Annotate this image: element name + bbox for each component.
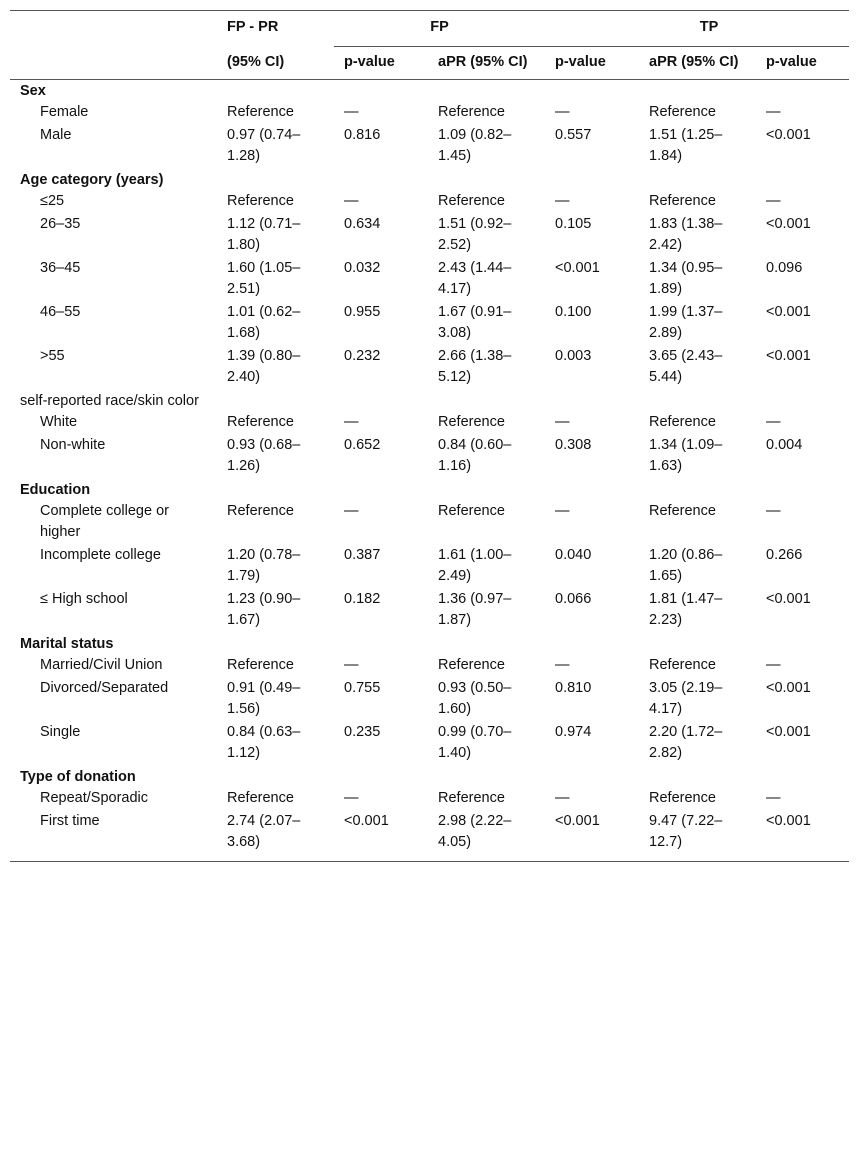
table-cell: 1.01 (0.62–1.68): [227, 304, 301, 341]
group-label: Age category (years): [20, 172, 164, 188]
table-row: [10, 435, 849, 479]
table-row: [10, 788, 849, 811]
results-table-container: [10, 10, 849, 862]
table-cell: 2.66 (1.38–5.12): [438, 348, 512, 385]
table-cell: 9.47 (7.22–12.7): [649, 813, 723, 850]
row-label: Divorced/Separated: [40, 680, 169, 696]
table-row: [10, 302, 849, 346]
table-cell: Reference: [438, 503, 505, 519]
table-cell: 0.066: [555, 591, 592, 607]
table-cell: —: [344, 414, 359, 430]
table-cell: 0.032: [344, 260, 381, 276]
table-cell: 0.266: [766, 547, 803, 563]
row-label: 46–55: [40, 304, 81, 320]
table-cell: —: [555, 657, 570, 673]
header-fp-pr: FP - PR: [227, 19, 279, 35]
table-cell: —: [555, 503, 570, 519]
table-cell: <0.001: [344, 813, 389, 829]
table-cell: Reference: [649, 657, 716, 673]
table-body: [10, 80, 849, 862]
table-cell: 1.81 (1.47–2.23): [649, 591, 723, 628]
table-cell: 0.232: [344, 348, 381, 364]
table-cell: 1.34 (0.95–1.89): [649, 260, 723, 297]
table-cell: —: [555, 193, 570, 209]
table-cell: <0.001: [766, 348, 811, 364]
table-cell: 0.634: [344, 216, 381, 232]
header-tp-pvalue: p-value: [766, 54, 817, 70]
table-cell: —: [766, 503, 781, 519]
table-cell: 3.05 (2.19–4.17): [649, 680, 723, 717]
table-cell: <0.001: [766, 304, 811, 320]
table-cell: 0.810: [555, 680, 592, 696]
header-fp: FP: [334, 11, 545, 47]
table-cell: 1.51 (1.25–1.84): [649, 127, 723, 164]
table-cell: 1.83 (1.38–2.42): [649, 216, 723, 253]
table-cell: —: [766, 657, 781, 673]
table-cell: Reference: [649, 503, 716, 519]
table-cell: Reference: [227, 104, 294, 120]
table-cell: Reference: [227, 503, 294, 519]
row-label: Single: [40, 724, 81, 740]
table-cell: —: [344, 503, 359, 519]
header-row-2: [10, 47, 849, 80]
table-cell: Reference: [227, 657, 294, 673]
table-cell: Reference: [438, 790, 505, 806]
row-label: Female: [40, 104, 89, 120]
table-cell: —: [766, 414, 781, 430]
header-fp-apr: aPR (95% CI): [438, 54, 528, 70]
table-cell: 1.36 (0.97–1.87): [438, 591, 512, 628]
table-cell: 0.93 (0.50–1.60): [438, 680, 512, 717]
header-fp-pvalue-2: p-value: [555, 54, 606, 70]
row-label: >55: [40, 348, 65, 364]
table-cell: 0.97 (0.74–1.28): [227, 127, 301, 164]
group-row: [10, 479, 849, 501]
group-label: Marital status: [20, 636, 114, 652]
table-cell: <0.001: [766, 724, 811, 740]
group-row: [10, 766, 849, 788]
group-row: [10, 169, 849, 191]
table-row: [10, 545, 849, 589]
table-cell: 1.20 (0.78–1.79): [227, 547, 301, 584]
table-cell: 0.105: [555, 216, 592, 232]
table-cell: 0.755: [344, 680, 381, 696]
table-cell: 0.652: [344, 437, 381, 453]
header-tp: TP: [545, 11, 849, 47]
header-variable: [10, 47, 217, 80]
table-cell: 0.974: [555, 724, 592, 740]
table-cell: 0.096: [766, 260, 803, 276]
group-row: [10, 633, 849, 655]
table-row: [10, 102, 849, 125]
table-cell: 1.34 (1.09–1.63): [649, 437, 723, 474]
table-cell: 1.60 (1.05–2.51): [227, 260, 301, 297]
table-cell: Reference: [649, 193, 716, 209]
header-ci: (95% CI): [227, 53, 285, 70]
table-cell: Reference: [649, 414, 716, 430]
table-cell: <0.001: [766, 680, 811, 696]
table-cell: Reference: [438, 193, 505, 209]
table-cell: 0.040: [555, 547, 592, 563]
table-cell: —: [555, 104, 570, 120]
group-label: Type of donation: [20, 769, 136, 785]
table-cell: 0.004: [766, 437, 803, 453]
row-label: 36–45: [40, 260, 81, 276]
table-cell: 0.99 (0.70–1.40): [438, 724, 512, 761]
row-label: Male: [40, 127, 72, 143]
table-cell: 1.09 (0.82–1.45): [438, 127, 512, 164]
table-cell: 0.816: [344, 127, 381, 143]
row-label: ≤ High school: [40, 591, 128, 607]
table-cell: 0.91 (0.49–1.56): [227, 680, 301, 717]
group-row: [10, 80, 849, 103]
table-cell: 0.84 (0.60–1.16): [438, 437, 512, 474]
table-cell: Reference: [649, 790, 716, 806]
table-cell: 1.67 (0.91–3.08): [438, 304, 512, 341]
table-row: [10, 678, 849, 722]
table-cell: —: [766, 104, 781, 120]
table-cell: —: [344, 193, 359, 209]
table-cell: 0.235: [344, 724, 381, 740]
table-cell: 0.387: [344, 547, 381, 563]
table-cell: 0.308: [555, 437, 592, 453]
table-row: [10, 501, 849, 545]
group-row: [10, 390, 849, 412]
table-cell: 2.43 (1.44–4.17): [438, 260, 512, 297]
table-cell: 0.93 (0.68–1.26): [227, 437, 301, 474]
table-cell: Reference: [438, 414, 505, 430]
row-label: ≤25: [40, 193, 65, 209]
table-cell: 1.61 (1.00–2.49): [438, 547, 512, 584]
table-cell: 0.182: [344, 591, 381, 607]
header-fp-pvalue: p-value: [344, 54, 395, 70]
table-cell: <0.001: [766, 216, 811, 232]
group-label: self-reported race/skin color: [20, 393, 199, 409]
row-label: Married/Civil Union: [40, 657, 163, 673]
table-row: [10, 191, 849, 214]
table-cell: —: [344, 657, 359, 673]
table-row: [10, 214, 849, 258]
table-cell: <0.001: [555, 260, 600, 276]
table-cell: <0.001: [766, 127, 811, 143]
row-label: Complete college or higher: [40, 503, 169, 540]
table-cell: Reference: [227, 790, 294, 806]
table-cell: 1.99 (1.37–2.89): [649, 304, 723, 341]
table-cell: 1.12 (0.71–1.80): [227, 216, 301, 253]
table-cell: 2.98 (2.22–4.05): [438, 813, 512, 850]
table-cell: 3.65 (2.43–5.44): [649, 348, 723, 385]
table-row: [10, 346, 849, 390]
row-label: 26–35: [40, 216, 81, 232]
table-cell: 0.84 (0.63–1.12): [227, 724, 301, 761]
table-row: [10, 589, 849, 633]
table-cell: <0.001: [555, 813, 600, 829]
table-cell: 2.20 (1.72–2.82): [649, 724, 723, 761]
table-cell: Reference: [649, 104, 716, 120]
table-cell: —: [555, 414, 570, 430]
table-cell: 1.20 (0.86–1.65): [649, 547, 723, 584]
table-row: [10, 655, 849, 678]
table-cell: —: [344, 104, 359, 120]
table-cell: Reference: [438, 104, 505, 120]
table-cell: 0.100: [555, 304, 592, 320]
table-row: [10, 125, 849, 169]
row-label: First time: [40, 813, 100, 829]
table-cell: —: [766, 790, 781, 806]
row-label: Non-white: [40, 437, 106, 453]
table-row: [10, 258, 849, 302]
table-row: [10, 722, 849, 766]
header-blank: [10, 11, 217, 47]
table-cell: Reference: [227, 414, 294, 430]
table-cell: <0.001: [766, 813, 811, 829]
header-tp-apr: aPR (95% CI): [649, 54, 739, 70]
table-cell: <0.001: [766, 591, 811, 607]
table-cell: Reference: [438, 657, 505, 673]
table-cell: 0.955: [344, 304, 381, 320]
table-cell: —: [344, 790, 359, 806]
header-row-1: [10, 11, 849, 47]
table-cell: —: [555, 790, 570, 806]
table-cell: 1.51 (0.92–2.52): [438, 216, 512, 253]
table-cell: 1.23 (0.90–1.67): [227, 591, 301, 628]
row-label: Incomplete college: [40, 547, 161, 563]
table-cell: 0.557: [555, 127, 592, 143]
group-label: Sex: [20, 83, 46, 99]
table-cell: 2.74 (2.07–3.68): [227, 813, 301, 850]
table-cell: Reference: [227, 193, 294, 209]
prevalence-ratio-table: [10, 10, 849, 862]
table-cell: —: [766, 193, 781, 209]
row-label: White: [40, 414, 78, 430]
table-row: [10, 412, 849, 435]
table-cell: 1.39 (0.80–2.40): [227, 348, 301, 385]
table-row: [10, 811, 849, 862]
table-cell: 0.003: [555, 348, 592, 364]
group-label: Education: [20, 482, 91, 498]
row-label: Repeat/Sporadic: [40, 790, 149, 806]
